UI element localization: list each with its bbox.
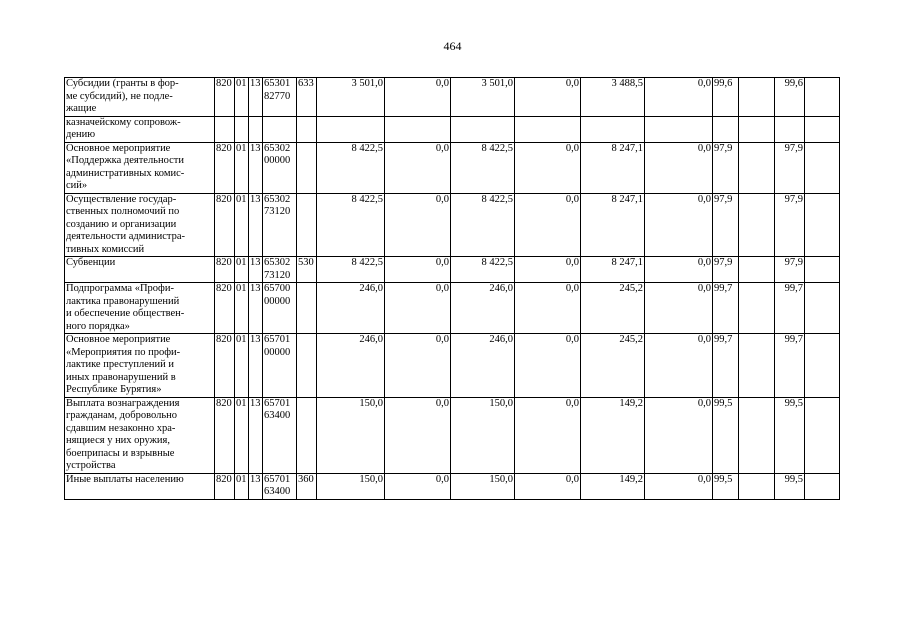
amount-cell: 246,0 <box>451 334 515 398</box>
amount-cell: 0,0 <box>515 142 581 193</box>
subsection-code-cell: 13 <box>249 78 263 117</box>
row-name-cell: Выплата вознаграждения гражданам, добровольно сдавшим незаконно хра- нящиеся у них оружия, боеприпасы и взрывные устройства <box>65 397 215 473</box>
amount-cell <box>645 116 713 142</box>
table-row <box>65 473 840 499</box>
percent-cell <box>713 116 739 142</box>
percent-cell: 99,7 <box>775 283 805 334</box>
amount-cell: 0,0 <box>385 283 451 334</box>
subsection-code-cell <box>249 116 263 142</box>
row-name-cell: Основное мероприятие «Мероприятия по профи- лактике преступлений и иных правонарушений в Республике Бурятия» <box>65 334 215 398</box>
amount-cell: 0,0 <box>645 78 713 117</box>
section-code-cell: 01 <box>235 257 249 283</box>
expense-type-cell <box>297 397 317 473</box>
table-row <box>65 116 840 142</box>
percent-cell: 99,6 <box>713 78 739 117</box>
percent-cell: 97,9 <box>713 142 739 193</box>
amount-cell: 0,0 <box>385 473 451 499</box>
expense-type-cell: 633 <box>297 78 317 117</box>
amount-cell: 8 247,1 <box>581 142 645 193</box>
grbs-code-cell: 820 <box>215 334 235 398</box>
table-row <box>65 78 840 117</box>
amount-cell: 0,0 <box>385 78 451 117</box>
amount-cell: 246,0 <box>451 283 515 334</box>
target-article-cell <box>263 116 297 142</box>
amount-cell: 0,0 <box>645 257 713 283</box>
subsection-code-cell: 13 <box>249 193 263 257</box>
grbs-code-cell <box>215 116 235 142</box>
page-number: 464 <box>443 39 462 53</box>
percent-cell: 99,7 <box>775 334 805 398</box>
row-name-cell: Иные выплаты населению <box>65 473 215 499</box>
subsection-code-cell: 13 <box>249 257 263 283</box>
amount-cell: 245,2 <box>581 334 645 398</box>
amount-cell: 150,0 <box>317 473 385 499</box>
row-name-cell: Субвенции <box>65 257 215 283</box>
amount-cell: 8 422,5 <box>317 142 385 193</box>
target-article-cell: 65701 63400 <box>263 473 297 499</box>
percent-cell: 99,6 <box>775 78 805 117</box>
percent-cell: 97,9 <box>713 257 739 283</box>
empty-cell <box>805 334 840 398</box>
amount-cell: 0,0 <box>515 397 581 473</box>
table-row <box>65 193 840 257</box>
percent-cell: 99,5 <box>775 473 805 499</box>
empty-cell <box>805 283 840 334</box>
target-article-cell: 65301 82770 <box>263 78 297 117</box>
section-code-cell <box>235 116 249 142</box>
amount-cell: 0,0 <box>515 193 581 257</box>
expense-type-cell <box>297 116 317 142</box>
percent-cell: 99,7 <box>713 283 739 334</box>
target-article-cell: 65302 00000 <box>263 142 297 193</box>
subsection-code-cell: 13 <box>249 473 263 499</box>
percent-cell: 99,5 <box>775 397 805 473</box>
section-code-cell: 01 <box>235 193 249 257</box>
subsection-code-cell: 13 <box>249 142 263 193</box>
percent-cell <box>739 116 775 142</box>
percent-cell: 97,9 <box>775 257 805 283</box>
grbs-code-cell: 820 <box>215 257 235 283</box>
empty-cell <box>805 397 840 473</box>
target-article-cell: 65302 73120 <box>263 193 297 257</box>
amount-cell: 0,0 <box>515 283 581 334</box>
grbs-code-cell: 820 <box>215 397 235 473</box>
empty-cell <box>805 78 840 117</box>
empty-cell <box>805 257 840 283</box>
amount-cell: 8 422,5 <box>317 193 385 257</box>
amount-cell: 8 422,5 <box>451 142 515 193</box>
table-row <box>65 334 840 398</box>
expense-type-cell <box>297 193 317 257</box>
row-name-cell: Субсидии (гранты в фор- ме субсидий), не подле- жащие <box>65 78 215 117</box>
percent-cell <box>739 78 775 117</box>
amount-cell <box>515 116 581 142</box>
amount-cell: 8 422,5 <box>317 257 385 283</box>
percent-cell: 99,5 <box>713 473 739 499</box>
expense-type-cell <box>297 283 317 334</box>
amount-cell: 0,0 <box>645 193 713 257</box>
section-code-cell: 01 <box>235 473 249 499</box>
row-name-cell: Осуществление государ- ственных полномочий по созданию и организации деятельности администра- тивных комиссий <box>65 193 215 257</box>
subsection-code-cell: 13 <box>249 283 263 334</box>
amount-cell: 0,0 <box>385 142 451 193</box>
expense-type-cell <box>297 142 317 193</box>
percent-cell: 97,9 <box>775 193 805 257</box>
expense-type-cell: 360 <box>297 473 317 499</box>
amount-cell: 0,0 <box>385 334 451 398</box>
percent-cell <box>739 193 775 257</box>
table-row <box>65 283 840 334</box>
amount-cell: 8 247,1 <box>581 257 645 283</box>
section-code-cell: 01 <box>235 397 249 473</box>
percent-cell <box>739 397 775 473</box>
amount-cell: 0,0 <box>645 473 713 499</box>
target-article-cell: 65302 73120 <box>263 257 297 283</box>
budget-table <box>64 77 840 500</box>
grbs-code-cell: 820 <box>215 142 235 193</box>
amount-cell: 150,0 <box>317 397 385 473</box>
amount-cell <box>317 116 385 142</box>
amount-cell: 3 501,0 <box>317 78 385 117</box>
percent-cell: 99,7 <box>713 334 739 398</box>
amount-cell: 0,0 <box>645 334 713 398</box>
amount-cell: 0,0 <box>515 473 581 499</box>
table-row <box>65 142 840 193</box>
amount-cell: 0,0 <box>515 334 581 398</box>
amount-cell: 150,0 <box>451 473 515 499</box>
amount-cell: 150,0 <box>451 397 515 473</box>
amount-cell: 149,2 <box>581 473 645 499</box>
table-row <box>65 397 840 473</box>
percent-cell <box>739 257 775 283</box>
grbs-code-cell: 820 <box>215 78 235 117</box>
percent-cell: 97,9 <box>775 142 805 193</box>
amount-cell: 8 422,5 <box>451 193 515 257</box>
grbs-code-cell: 820 <box>215 193 235 257</box>
empty-cell <box>805 116 840 142</box>
target-article-cell: 65701 00000 <box>263 334 297 398</box>
section-code-cell: 01 <box>235 142 249 193</box>
percent-cell <box>775 116 805 142</box>
grbs-code-cell: 820 <box>215 473 235 499</box>
percent-cell <box>739 142 775 193</box>
percent-cell <box>739 283 775 334</box>
target-article-cell: 65700 00000 <box>263 283 297 334</box>
amount-cell: 246,0 <box>317 283 385 334</box>
amount-cell: 0,0 <box>645 283 713 334</box>
section-code-cell: 01 <box>235 334 249 398</box>
empty-cell <box>805 473 840 499</box>
amount-cell: 0,0 <box>645 397 713 473</box>
amount-cell: 0,0 <box>385 397 451 473</box>
amount-cell <box>581 116 645 142</box>
amount-cell: 0,0 <box>385 257 451 283</box>
amount-cell: 149,2 <box>581 397 645 473</box>
empty-cell <box>805 193 840 257</box>
empty-cell <box>805 142 840 193</box>
amount-cell: 8 422,5 <box>451 257 515 283</box>
amount-cell: 0,0 <box>645 142 713 193</box>
percent-cell: 99,5 <box>713 397 739 473</box>
amount-cell: 0,0 <box>515 78 581 117</box>
target-article-cell: 65701 63400 <box>263 397 297 473</box>
percent-cell: 97,9 <box>713 193 739 257</box>
subsection-code-cell: 13 <box>249 397 263 473</box>
section-code-cell: 01 <box>235 78 249 117</box>
row-name-cell: Основное мероприятие «Поддержка деятельности административных комис- сий» <box>65 142 215 193</box>
amount-cell: 3 488,5 <box>581 78 645 117</box>
percent-cell <box>739 334 775 398</box>
percent-cell <box>739 473 775 499</box>
expense-type-cell: 530 <box>297 257 317 283</box>
amount-cell: 246,0 <box>317 334 385 398</box>
section-code-cell: 01 <box>235 283 249 334</box>
amount-cell: 245,2 <box>581 283 645 334</box>
row-name-cell: казначейскому сопровож- дению <box>65 116 215 142</box>
amount-cell: 3 501,0 <box>451 78 515 117</box>
amount-cell <box>451 116 515 142</box>
amount-cell: 0,0 <box>515 257 581 283</box>
subsection-code-cell: 13 <box>249 334 263 398</box>
amount-cell <box>385 116 451 142</box>
amount-cell: 8 247,1 <box>581 193 645 257</box>
table-row <box>65 257 840 283</box>
expense-type-cell <box>297 334 317 398</box>
grbs-code-cell: 820 <box>215 283 235 334</box>
row-name-cell: Подпрограмма «Профи- лактика правонарушений и обеспечение обществен- ного порядка» <box>65 283 215 334</box>
amount-cell: 0,0 <box>385 193 451 257</box>
